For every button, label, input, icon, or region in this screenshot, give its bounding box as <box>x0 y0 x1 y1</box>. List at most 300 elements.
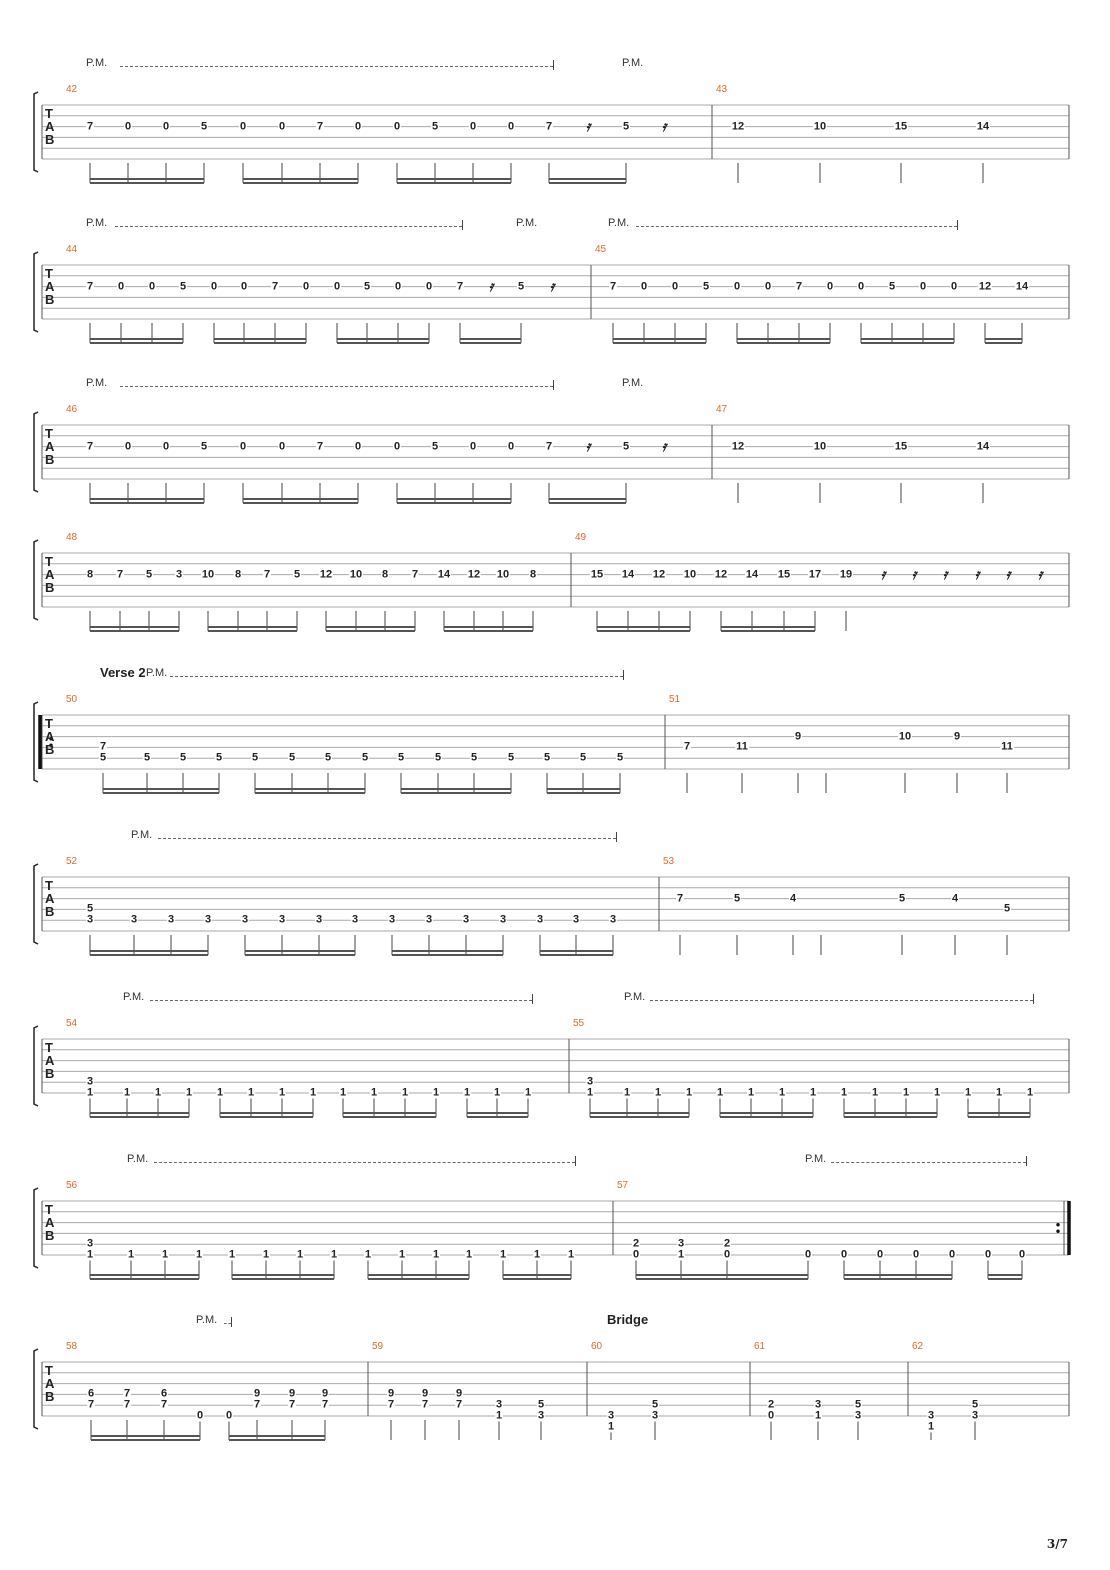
fret-number: 3 <box>86 1075 94 1088</box>
fret-number: 14 <box>437 568 451 581</box>
measure-number: 47 <box>716 404 728 415</box>
fret-number: 1 <box>814 1409 822 1422</box>
fret-number: 1 <box>685 1086 693 1099</box>
fret-number: 5 <box>86 902 94 915</box>
system-bracket <box>34 92 38 172</box>
palm-mute-dashed-line <box>120 386 553 387</box>
measure-number: 55 <box>573 1018 585 1029</box>
tab-clef-letter: T <box>45 716 53 731</box>
fret-number: 10 <box>496 568 510 581</box>
fret-number: 5 <box>651 1398 659 1411</box>
tab-clef-letter: A <box>45 1376 55 1391</box>
fret-number: 1 <box>185 1086 193 1099</box>
fret-number: 3 <box>814 1398 822 1411</box>
fret-number: 1 <box>499 1248 507 1261</box>
fret-number: 0 <box>640 280 648 293</box>
rest-symbol: 𝄿 <box>1005 566 1011 583</box>
fret-number: 1 <box>463 1086 471 1099</box>
fret-number: 1 <box>677 1248 685 1261</box>
measure-number: 51 <box>669 694 681 705</box>
fret-number: 0 <box>354 120 362 133</box>
fret-number: 1 <box>195 1248 203 1261</box>
fret-number: 1 <box>161 1248 169 1261</box>
fret-number: 1 <box>228 1248 236 1261</box>
fret-number: 5 <box>616 751 624 764</box>
fret-number: 1 <box>871 1086 879 1099</box>
fret-number: 5 <box>145 568 153 581</box>
fret-number: 9 <box>421 1387 429 1400</box>
tab-clef-letter: T <box>45 1202 53 1217</box>
fret-number: 3 <box>204 913 212 926</box>
palm-mute-dashed-line <box>150 1000 532 1001</box>
fret-number: 0 <box>804 1248 812 1261</box>
fret-number: 5 <box>361 751 369 764</box>
fret-number: 7 <box>676 892 684 905</box>
fret-number: 3 <box>677 1237 685 1250</box>
rest-symbol: 𝄿 <box>1037 566 1043 583</box>
fret-number: 3 <box>572 913 580 926</box>
palm-mute-dashed-line <box>636 226 957 227</box>
palm-mute-end-mark <box>616 832 617 842</box>
fret-number: 7 <box>609 280 617 293</box>
tab-clef-letter: A <box>45 279 55 294</box>
rest-symbol: 𝄿 <box>661 118 667 135</box>
fret-number: 4 <box>951 892 959 905</box>
fret-number: 1 <box>262 1248 270 1261</box>
fret-number: 1 <box>809 1086 817 1099</box>
fret-number: 5 <box>99 751 107 764</box>
tab-clef-letter: T <box>45 266 53 281</box>
fret-number: 7 <box>421 1398 429 1411</box>
fret-number: 0 <box>469 120 477 133</box>
fret-number: 1 <box>309 1086 317 1099</box>
fret-number: 0 <box>278 440 286 453</box>
fret-number: 5 <box>288 751 296 764</box>
fret-number: 7 <box>86 120 94 133</box>
fret-number: 1 <box>995 1086 1003 1099</box>
fret-number: 3 <box>586 1075 594 1088</box>
fret-number: 0 <box>1018 1248 1026 1261</box>
page-number: 3/7 <box>1046 1537 1068 1551</box>
fret-number: 1 <box>533 1248 541 1261</box>
fret-number: 10 <box>813 440 827 453</box>
fret-number: 0 <box>857 280 865 293</box>
measure-number: 57 <box>617 1180 629 1191</box>
fret-number: 8 <box>86 568 94 581</box>
system-bracket <box>34 1349 38 1429</box>
palm-mute-end-mark <box>1026 1156 1027 1166</box>
fret-number: 1 <box>654 1086 662 1099</box>
fret-number: 1 <box>86 1248 94 1261</box>
fret-number: 0 <box>723 1248 731 1261</box>
palm-mute-label: P.M. <box>622 57 644 69</box>
fret-number: 0 <box>632 1248 640 1261</box>
fret-number: 10 <box>349 568 363 581</box>
tab-clef-letter: T <box>45 1040 53 1055</box>
palm-mute-label: P.M. <box>86 217 108 229</box>
fret-number: 0 <box>950 280 958 293</box>
fret-number: 5 <box>537 1398 545 1411</box>
fret-number: 1 <box>127 1248 135 1261</box>
fret-number: 0 <box>162 120 170 133</box>
fret-number: 3 <box>609 913 617 926</box>
fret-number: 15 <box>777 568 791 581</box>
palm-mute-end-mark <box>462 220 463 230</box>
fret-number: 3 <box>854 1409 862 1422</box>
fret-number: 0 <box>240 280 248 293</box>
fret-number: 3 <box>536 913 544 926</box>
measure-number: 42 <box>66 84 78 95</box>
tab-clef-letter: B <box>45 1066 55 1081</box>
measure-number: 43 <box>716 84 728 95</box>
palm-mute-end-mark <box>575 1156 576 1166</box>
fret-number: 0 <box>239 120 247 133</box>
fret-number: 6 <box>160 1387 168 1400</box>
fret-number: 0 <box>225 1409 233 1422</box>
fret-number: 5 <box>200 120 208 133</box>
measure-number: 49 <box>575 532 587 543</box>
fret-number: 7 <box>87 1398 95 1411</box>
fret-number: 5 <box>251 751 259 764</box>
fret-number: 5 <box>215 751 223 764</box>
measure-number: 53 <box>663 856 675 867</box>
fret-number: 7 <box>116 568 124 581</box>
fret-number: 3 <box>971 1409 979 1422</box>
fret-number: 1 <box>401 1086 409 1099</box>
measure-number: 50 <box>66 694 78 705</box>
fret-number: 6 <box>87 1387 95 1400</box>
fret-number: 14 <box>976 120 990 133</box>
palm-mute-label: P.M. <box>146 667 168 679</box>
fret-number: 1 <box>747 1086 755 1099</box>
fret-number: 11 <box>736 740 748 753</box>
fret-number: 1 <box>493 1086 501 1099</box>
palm-mute-label: P.M. <box>516 217 538 229</box>
fret-number: 7 <box>545 120 553 133</box>
fret-number: 0 <box>117 280 125 293</box>
fret-number: 1 <box>154 1086 162 1099</box>
rest-symbol: 𝄿 <box>585 118 591 135</box>
fret-number: 12 <box>714 568 728 581</box>
measure-number: 54 <box>66 1018 78 1029</box>
fret-number: 0 <box>196 1409 204 1422</box>
fret-number: 0 <box>162 440 170 453</box>
fret-number: 0 <box>733 280 741 293</box>
fret-number: 12 <box>731 440 745 453</box>
tab-clef-letter: T <box>45 1363 53 1378</box>
palm-mute-dashed-line <box>115 226 462 227</box>
fret-number: 7 <box>263 568 271 581</box>
fret-number: 1 <box>927 1420 935 1433</box>
palm-mute-dashed-line <box>158 838 616 839</box>
fret-number: 7 <box>545 440 553 453</box>
fret-number: 1 <box>339 1086 347 1099</box>
palm-mute-dashed-line <box>170 676 623 677</box>
fret-number: 5 <box>507 751 515 764</box>
fret-number: 11 <box>1001 740 1013 753</box>
fret-number: 5 <box>854 1398 862 1411</box>
fret-number: 3 <box>927 1409 935 1422</box>
fret-number: 3 <box>167 913 175 926</box>
section-label: Bridge <box>607 1312 649 1327</box>
repeat-dot <box>1056 1230 1059 1233</box>
tab-clef-letter: A <box>45 567 55 582</box>
measure-number: 59 <box>372 1341 384 1352</box>
fret-number: 3 <box>499 913 507 926</box>
fret-number: 0 <box>876 1248 884 1261</box>
fret-number: 1 <box>398 1248 406 1261</box>
fret-number: 3 <box>241 913 249 926</box>
fret-number: 0 <box>393 120 401 133</box>
palm-mute-end-mark <box>1033 994 1034 1004</box>
system-bracket <box>34 864 38 944</box>
fret-number: 5 <box>431 120 439 133</box>
fret-number: 5 <box>143 751 151 764</box>
measure-number: 46 <box>66 404 78 415</box>
fret-number: 9 <box>288 1387 296 1400</box>
tab-clef-letter: T <box>45 106 53 121</box>
fret-number: 1 <box>216 1086 224 1099</box>
rest-symbol: 𝄿 <box>661 438 667 455</box>
tab-clef-letter: B <box>45 1228 55 1243</box>
fret-number: 1 <box>364 1248 372 1261</box>
fret-number: 5 <box>431 440 439 453</box>
repeat-dot <box>1056 1223 1059 1226</box>
fret-number: 0 <box>671 280 679 293</box>
tab-clef-letter: B <box>45 132 55 147</box>
rest-symbol: 𝄿 <box>488 278 494 295</box>
tab-clef-letter: T <box>45 554 53 569</box>
palm-mute-label: P.M. <box>127 1153 149 1165</box>
fret-number: 1 <box>607 1420 615 1433</box>
fret-number: 1 <box>902 1086 910 1099</box>
rest-symbol: 𝄿 <box>942 566 948 583</box>
palm-mute-label: P.M. <box>624 991 646 1003</box>
palm-mute-label: P.M. <box>86 377 108 389</box>
fret-number: 4 <box>789 892 797 905</box>
fret-number: 0 <box>302 280 310 293</box>
fret-number: 2 <box>767 1398 775 1411</box>
rest-symbol: 𝄿 <box>911 566 917 583</box>
fret-number: 0 <box>826 280 834 293</box>
fret-number: 12 <box>319 568 333 581</box>
fret-number: 0 <box>333 280 341 293</box>
tab-clef-letter: T <box>45 878 53 893</box>
fret-number: 15 <box>590 568 604 581</box>
fret-number: 0 <box>354 440 362 453</box>
fret-number: 5 <box>622 120 630 133</box>
fret-number: 1 <box>278 1086 286 1099</box>
fret-number: 7 <box>123 1398 131 1411</box>
fret-number: 5 <box>363 280 371 293</box>
fret-number: 3 <box>425 913 433 926</box>
fret-number: 8 <box>529 568 537 581</box>
fret-number: 14 <box>621 568 635 581</box>
fret-number: 9 <box>253 1387 261 1400</box>
fret-number: 5 <box>622 440 630 453</box>
fret-number: 7 <box>316 440 324 453</box>
fret-number: 5 <box>200 440 208 453</box>
fret-number: 7 <box>455 1398 463 1411</box>
fret-number: 3 <box>388 913 396 926</box>
fret-number: 7 <box>86 440 94 453</box>
fret-number: 5 <box>324 751 332 764</box>
rest-symbol: 𝄿 <box>585 438 591 455</box>
fret-number: 1 <box>778 1086 786 1099</box>
fret-number: 3 <box>607 1409 615 1422</box>
tab-clef-letter: T <box>45 426 53 441</box>
fret-number: 1 <box>623 1086 631 1099</box>
fret-number: 7 <box>123 1387 131 1400</box>
fret-number: 5 <box>179 751 187 764</box>
measure-number: 44 <box>66 244 78 255</box>
palm-mute-dashed-line <box>120 66 553 67</box>
fret-number: 1 <box>432 1248 440 1261</box>
fret-number: 5 <box>702 280 710 293</box>
fret-number: 7 <box>316 120 324 133</box>
fret-number: 2 <box>632 1237 640 1250</box>
rest-symbol: 𝄿 <box>549 278 555 295</box>
fret-number: 12 <box>978 280 992 293</box>
measure-number: 62 <box>912 1341 924 1352</box>
fret-number: 15 <box>894 440 908 453</box>
fret-number: 7 <box>160 1398 168 1411</box>
palm-mute-end-mark <box>623 670 624 680</box>
fret-number: 0 <box>425 280 433 293</box>
fret-number: 3 <box>651 1409 659 1422</box>
fret-number: 5 <box>434 751 442 764</box>
fret-number: 1 <box>495 1409 503 1422</box>
palm-mute-label: P.M. <box>196 1314 218 1326</box>
fret-number: 14 <box>976 440 990 453</box>
measure-number: 61 <box>754 1341 766 1352</box>
fret-number: 12 <box>652 568 666 581</box>
fret-number: 3 <box>351 913 359 926</box>
palm-mute-label: P.M. <box>622 377 644 389</box>
fret-number: 7 <box>99 740 107 753</box>
fret-number: 5 <box>517 280 525 293</box>
fret-number: 5 <box>888 280 896 293</box>
fret-number: 10 <box>201 568 215 581</box>
rest-symbol: 𝄿 <box>880 566 886 583</box>
fret-number: 0 <box>239 440 247 453</box>
palm-mute-label: P.M. <box>805 1153 827 1165</box>
palm-mute-end-mark <box>231 1317 232 1327</box>
palm-mute-end-mark <box>553 380 554 390</box>
fret-number: 1 <box>247 1086 255 1099</box>
fret-number: 1 <box>964 1086 972 1099</box>
tab-clef-letter: A <box>45 729 55 744</box>
fret-number: 9 <box>794 730 802 743</box>
fret-number: 14 <box>745 568 759 581</box>
fret-number: 7 <box>683 740 691 753</box>
fret-number: 8 <box>234 568 242 581</box>
palm-mute-end-mark <box>553 60 554 70</box>
fret-number: 15 <box>894 120 908 133</box>
system-bracket <box>34 252 38 332</box>
fret-number: 0 <box>948 1248 956 1261</box>
fret-number: 3 <box>278 913 286 926</box>
fret-number: 1 <box>370 1086 378 1099</box>
fret-number: 0 <box>919 280 927 293</box>
fret-number: 7 <box>253 1398 261 1411</box>
fret-number: 9 <box>953 730 961 743</box>
palm-mute-label: P.M. <box>86 57 108 69</box>
palm-mute-label: P.M. <box>608 217 630 229</box>
fret-number: 2 <box>723 1237 731 1250</box>
fret-number: 17 <box>808 568 822 581</box>
fret-number: 7 <box>456 280 464 293</box>
rest-symbol: 𝄿 <box>974 566 980 583</box>
fret-number: 3 <box>130 913 138 926</box>
fret-number: 1 <box>86 1086 94 1099</box>
fret-number: 1 <box>465 1248 473 1261</box>
tab-clef-letter: A <box>45 1053 55 1068</box>
fret-number: 9 <box>321 1387 329 1400</box>
fret-number: 0 <box>840 1248 848 1261</box>
tab-clef-letter: B <box>45 452 55 467</box>
system-bracket <box>34 412 38 492</box>
section-label: Verse 2 <box>100 665 146 680</box>
fret-number: 0 <box>507 120 515 133</box>
tab-clef-letter: B <box>45 1389 55 1404</box>
palm-mute-label: P.M. <box>123 991 145 1003</box>
fret-number: 1 <box>716 1086 724 1099</box>
palm-mute-dashed-line <box>224 1323 231 1324</box>
fret-number: 3 <box>495 1398 503 1411</box>
measure-number: 48 <box>66 532 78 543</box>
fret-number: 5 <box>543 751 551 764</box>
fret-number: 19 <box>839 568 853 581</box>
palm-mute-end-mark <box>532 994 533 1004</box>
fret-number: 0 <box>764 280 772 293</box>
fret-number: 0 <box>507 440 515 453</box>
fret-number: 5 <box>1003 902 1011 915</box>
fret-number: 3 <box>537 1409 545 1422</box>
measure-number: 52 <box>66 856 78 867</box>
measure-number: 58 <box>66 1341 78 1352</box>
fret-number: 7 <box>271 280 279 293</box>
fret-number: 0 <box>394 280 402 293</box>
fret-number: 0 <box>124 440 132 453</box>
fret-number: 5 <box>579 751 587 764</box>
palm-mute-dashed-line <box>831 1162 1026 1163</box>
fret-number: 9 <box>387 1387 395 1400</box>
tab-clef-letter: A <box>45 119 55 134</box>
fret-number: 1 <box>524 1086 532 1099</box>
fret-number: 0 <box>984 1248 992 1261</box>
fret-number: 1 <box>586 1086 594 1099</box>
fret-number: 0 <box>767 1409 775 1422</box>
tab-clef-letter: B <box>45 292 55 307</box>
system-bracket <box>34 1188 38 1268</box>
fret-number: 14 <box>1015 280 1029 293</box>
system-bracket <box>34 702 38 782</box>
tab-clef-letter: B <box>45 742 55 757</box>
tab-clef-letter: B <box>45 904 55 919</box>
fret-number: 0 <box>469 440 477 453</box>
fret-number: 5 <box>470 751 478 764</box>
fret-number: 0 <box>393 440 401 453</box>
fret-number: 1 <box>296 1248 304 1261</box>
fret-number: 7 <box>411 568 419 581</box>
fret-number: 5 <box>971 1398 979 1411</box>
palm-mute-dashed-line <box>154 1162 575 1163</box>
fret-number: 1 <box>840 1086 848 1099</box>
fret-number: 7 <box>387 1398 395 1411</box>
measure-number: 45 <box>595 244 607 255</box>
fret-number: 7 <box>795 280 803 293</box>
